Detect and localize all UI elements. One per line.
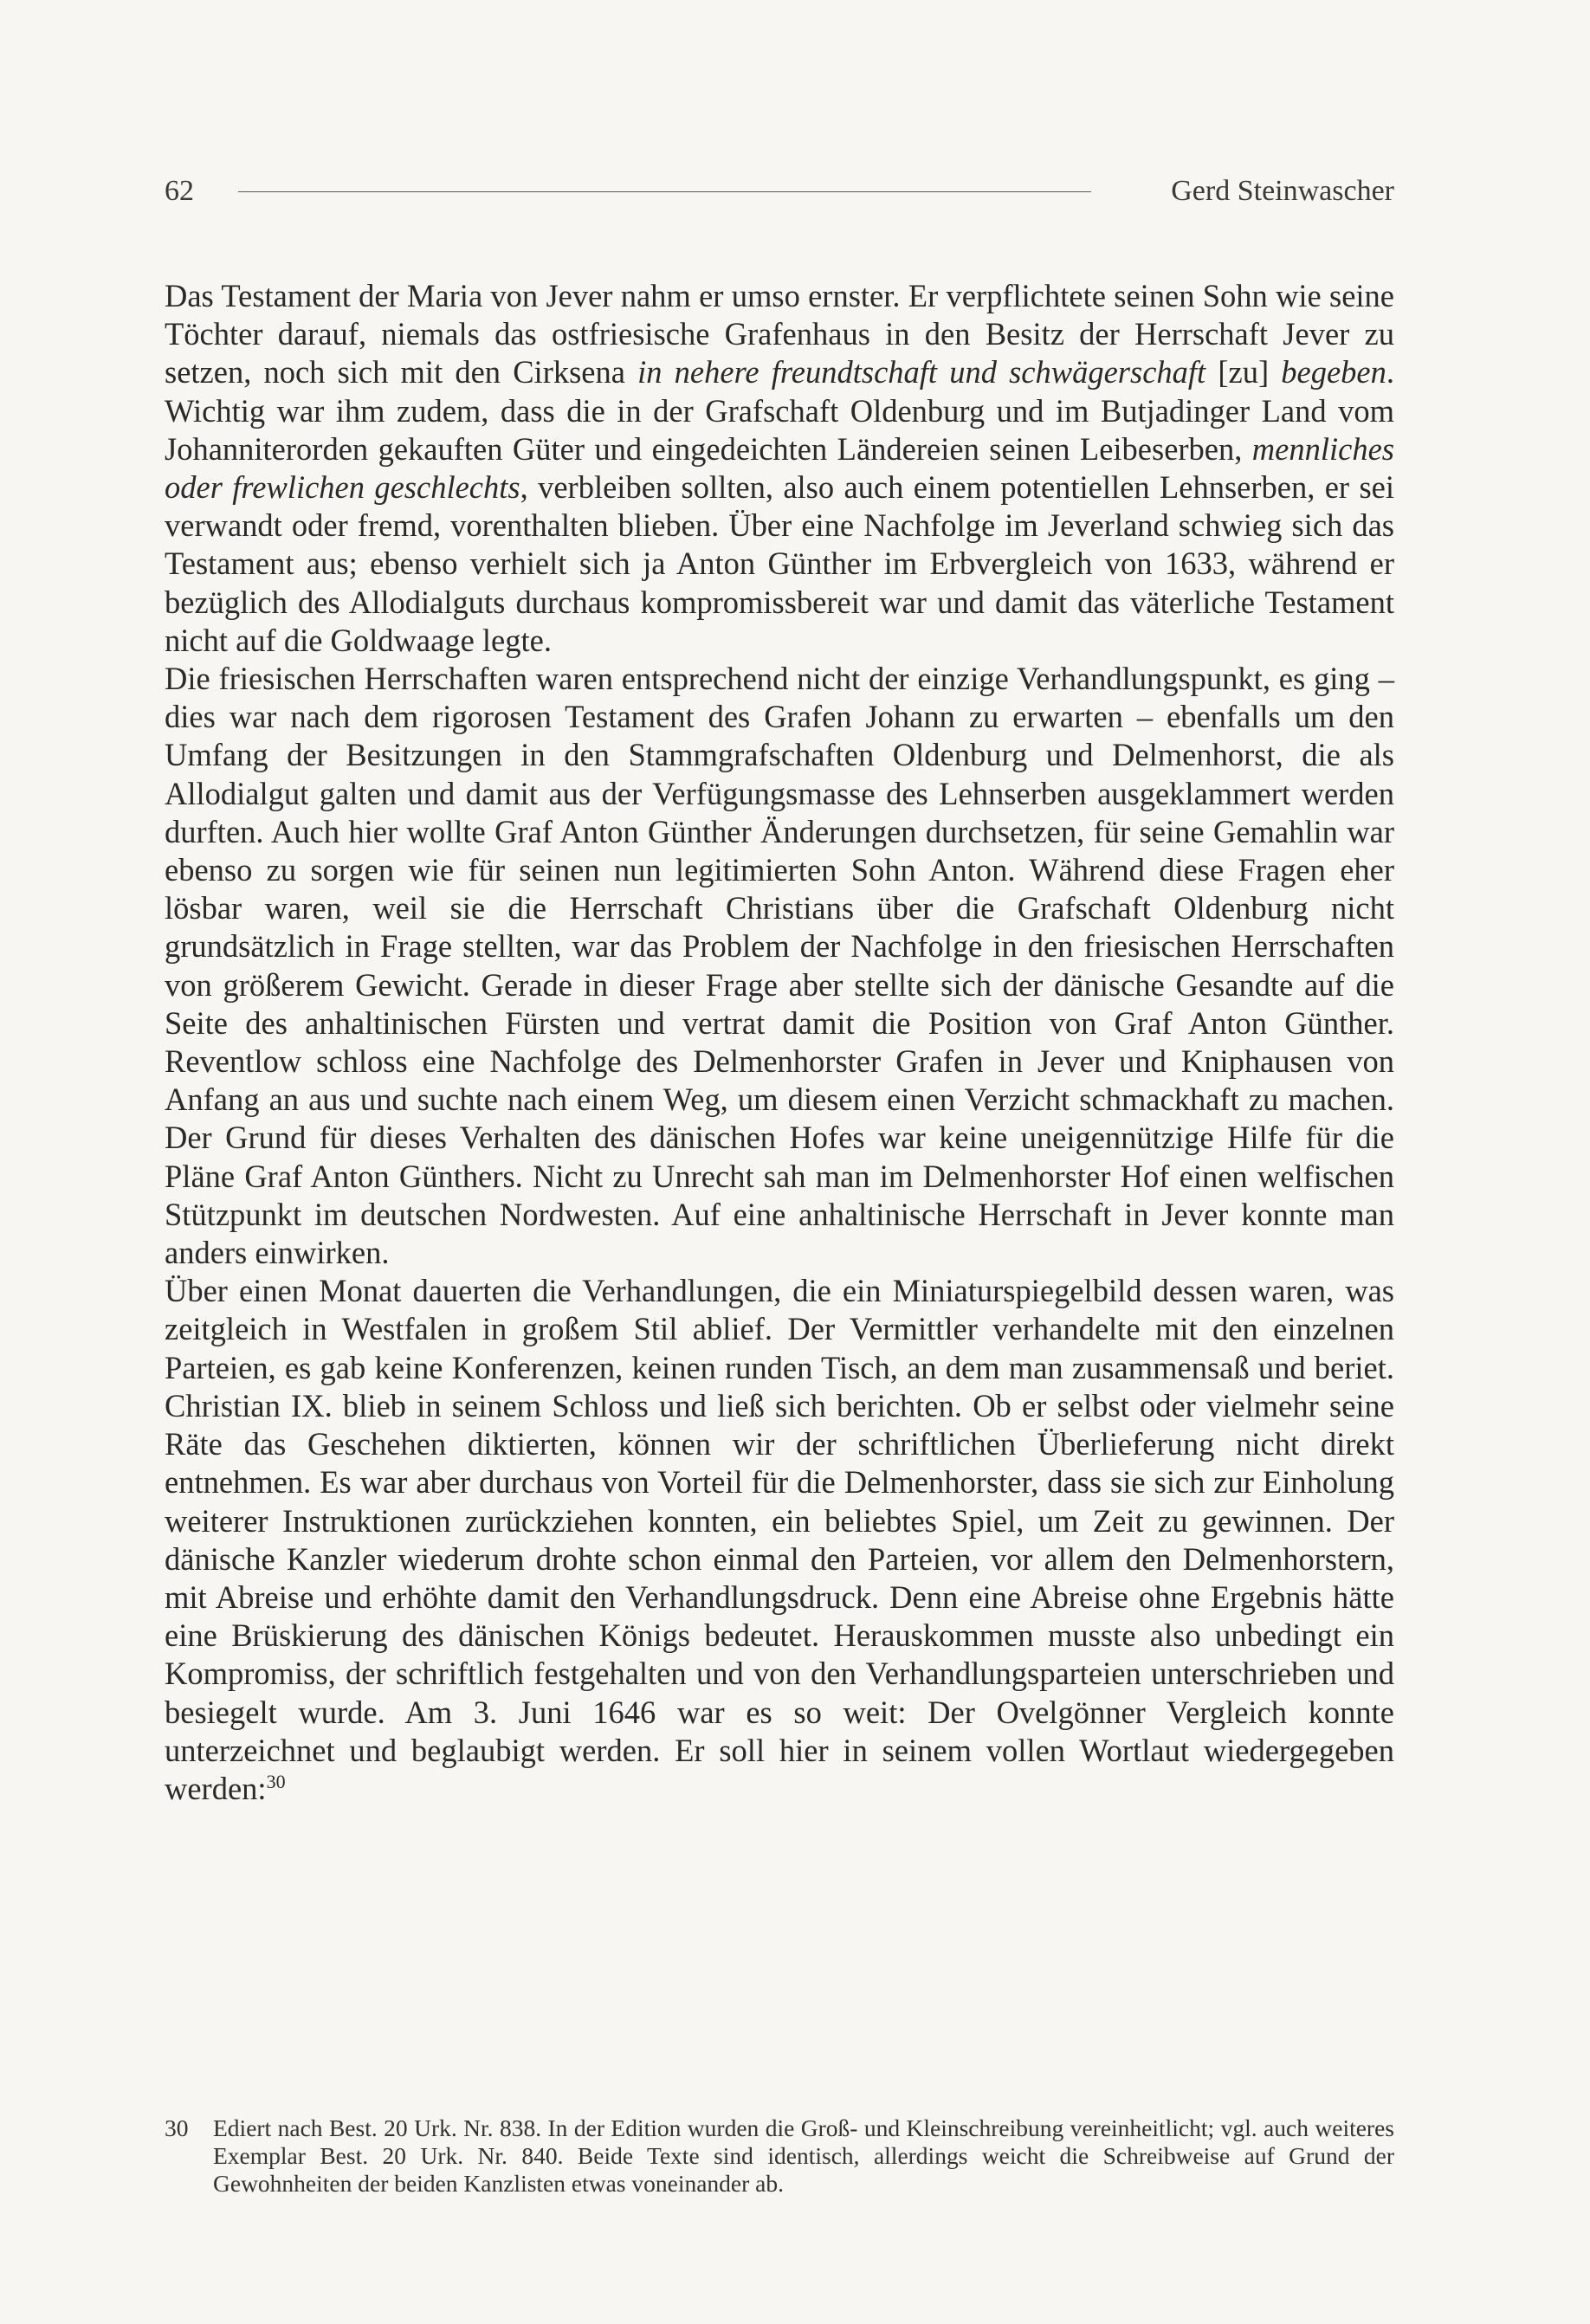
footnote-text: Ediert nach Best. 20 Urk. Nr. 838. In der Edition wurden die Groß- und Kleinschreibung vereinheitlicht; vgl. auch weiteres Exemplar Best. 20 Urk. Nr. 840. Beide Texte sind identisch, allerdings weicht die Schreibweise auf Grund der Gewohnheiten der beiden Kanzlisten etwas voneinander ab.: [213, 2114, 1394, 2197]
quote-begeben: begeben: [1281, 354, 1386, 391]
header-rule: [238, 191, 1091, 192]
page-number: 62: [165, 175, 194, 207]
footnote-reference[interactable]: 30: [266, 1770, 286, 1792]
paragraph-3-text: Über einen Monat dauerten die Verhandlungen, die ein Miniaturspiegelbild dessen waren, was zeitgleich in Westfalen in großem Stil ablief. Der Vermittler verhandelte mit den einzelnen Parteien, es gab keine Konferenzen, keinen runden Tisch, an dem man zusammensaß und beriet. Christian IX. blieb in seinem Schloss und ließ sich berichten. Ob er selbst oder vielmehr seine Räte das Geschehen diktierten, können wir der schriftlichen Überlieferung nicht direkt entnehmen. Es war aber durchaus von Vorteil für die Delmenhorster, dass sie sich zur Einholung weiterer Instruktionen zurückziehen konnten, ein beliebtes Spiel, um Zeit zu gewinnen. Der dänische Kanzler wiederum drohte schon einmal den Parteien, vor allem den Delmenhorstern, mit Abreise und erhöhte damit den Verhandlungsdruck. Denn eine Abreise ohne Ergebnis hätte eine Brüskierung des dänischen Königs bedeutet. Herauskommen musste also unbedingt ein Kompromiss, der schriftlich festgehalten und von den Verhandlungsparteien unterschrieben und besiegelt wurde. Am 3. Juni 1646 war es so weit: Der Ovelgönner Vergleich konnte unterzeichnet und beglaubigt werden. Er soll hier in seinem vollen Wortlaut wiedergegeben werden:: [165, 1273, 1394, 1806]
paragraph-1-text: [zu]: [1205, 354, 1282, 391]
paragraph-2: Die friesischen Herrschaften waren entsprechend nicht der einzige Verhandlungspunkt, es ging – dies war nach dem rigorosen Testament des Grafen Johann zu erwarten – ebenfalls um den Umfang der Besitzungen in den Stammgrafschaften Oldenburg und Delmenhorst, die als Allodialgut galten und damit aus der Verfügungsmasse des Lehnserben ausgeklammert werden durften. Auch hier wollte Graf Anton Günther Änderungen durchsetzen, für seine Gemahlin war ebenso zu sorgen wie für seinen nun legitimierten Sohn Anton. Während diese Fragen eher lösbar waren, weil sie die Herrschaft Christians über die Grafschaft Oldenburg nicht grundsätzlich in Frage stellten, war das Problem der Nachfolge in den friesischen Herrschaften von größerem Gewicht. Gerade in dieser Frage aber stellte sich der dänische Gesandte auf die Seite des anhaltinischen Fürsten und vertrat damit die Position von Graf Anton Günther. Reventlow schloss eine Nachfolge des Delmenhorster Grafen in Jever und Kniphausen von Anfang an aus und suchte nach einem Weg, um diesem einen Verzicht schmackhaft zu machen. Der Grund für dieses Verhalten des dänischen Hofes war keine uneigennützige Hilfe für die Pläne Graf Anton Günthers. Nicht zu Unrecht sah man im Delmenhorster Hof einen welfischen Stützpunkt im deutschen Nordwesten. Auf eine anhaltinische Herrschaft in Jever konnte man anders einwirken.: [165, 661, 1394, 1271]
paragraph-1-text: . Wichtig war ihm zudem, dass die in der Grafschaft Oldenburg und im Butjadinger Land vom Johanniterorden gekauften Güter und eingedeichten Ländereien seinen Leibeserben,: [165, 354, 1395, 467]
running-head-author: Gerd Steinwascher: [1171, 175, 1394, 207]
footnote-number: 30: [165, 2114, 189, 2141]
quote-geschlechts: mennliches oder frewlichen geschlechts: [165, 430, 1394, 506]
paragraph-1-text: Das Testament der Maria von Jever nahm er umso ernster. Er verpflichtete seinen Sohn wie seine Töchter darauf, niemals das ostfriesische Grafenhaus in den Besitz der Herrschaft Jever zu setzen, noch sich mit den Cirksena: [165, 278, 1394, 391]
paragraph-1-text: , verbleiben sollten, also auch einem potentiellen Lehnserben, er sei verwandt oder fremd, vorenthalten blieben. Über eine Nachfolge im Jeverland schwieg sich das Testament aus; ebenso verhielt sich ja Anton Günther im Erbvergleich von 1633, während er bezüglich des Allodialguts durchaus kompromissbereit war und damit das väterliche Testament nicht auf die Goldwaage legte.: [165, 469, 1394, 658]
paragraph-1: [165, 277, 1394, 660]
page-header: [165, 170, 1394, 213]
paragraph-3: [165, 1272, 1394, 1808]
main-text: [165, 277, 1394, 1808]
footnote: [165, 2114, 1394, 2198]
quote-freundtschaft: in nehere freundtschaft und schwägerschaft: [637, 354, 1206, 391]
